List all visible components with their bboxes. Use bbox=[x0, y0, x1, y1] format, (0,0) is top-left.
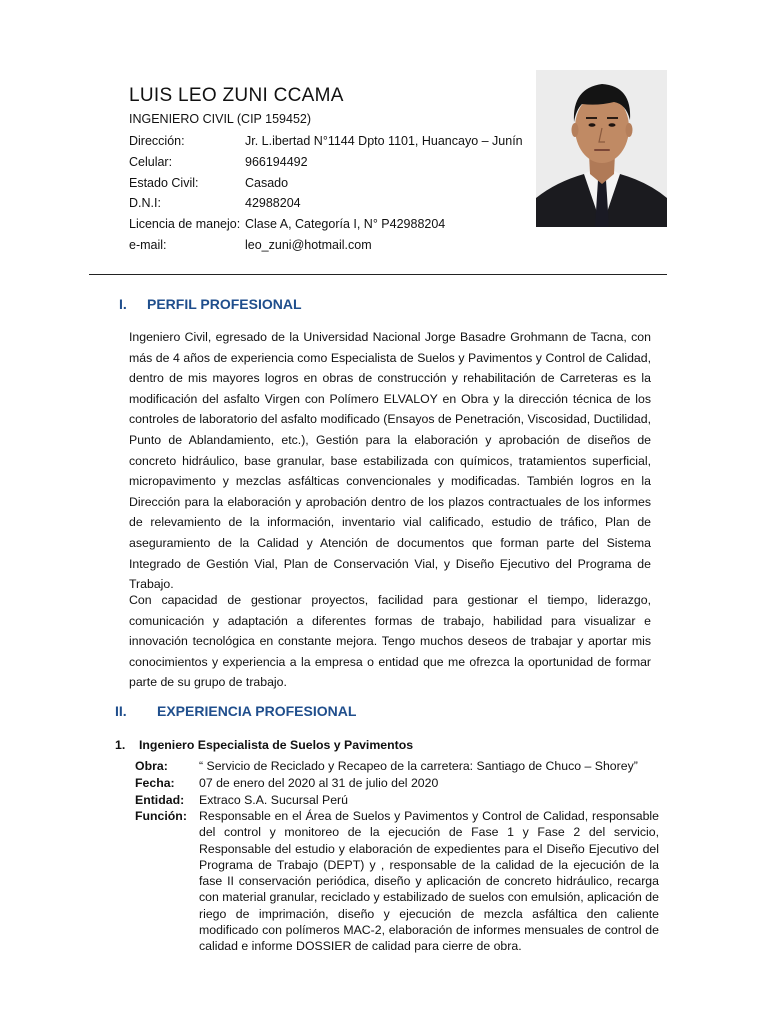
info-row-license bbox=[129, 216, 445, 233]
profile-paragraph: Con capacidad de gestionar proyectos, facilidad para gestionar el tiempo, liderazgo, comunicación y adaptación a diferentes formas de trabajo, habilidad para visualizar e innovación tecnológica en constante mejora. Tengo muchos deseos de trabajar y aportar mis conocimientos y experiencia a la empresa o entidad que me ofrezca la oportunidad de formar parte de su grupo de trabajo. bbox=[129, 593, 651, 690]
info-label: Celular: bbox=[129, 155, 173, 169]
info-label: D.N.I: bbox=[129, 196, 161, 210]
section-number: II. bbox=[115, 703, 127, 719]
portrait-illustration bbox=[536, 70, 667, 227]
info-label: Dirección: bbox=[129, 134, 185, 148]
section-heading-perfil bbox=[119, 296, 302, 312]
info-value: Clase A, Categoría I, N° P42988204 bbox=[245, 217, 446, 231]
info-row-dni bbox=[129, 195, 301, 212]
header-divider bbox=[89, 274, 667, 275]
info-row-civil-status bbox=[129, 175, 288, 192]
info-value: Jr. L.ibertad N°1144 Dpto 1101, Huancayo – Junín bbox=[245, 134, 523, 148]
info-label: e-mail: bbox=[129, 238, 167, 252]
section-title: PERFIL PROFESIONAL bbox=[147, 296, 302, 312]
field-value: Extraco S.A. Sucursal Perú bbox=[199, 793, 348, 807]
info-value: 966194492 bbox=[245, 155, 308, 169]
profession-line: INGENIERO CIVIL (CIP 159452) bbox=[129, 112, 312, 126]
section-number: I. bbox=[119, 296, 127, 312]
info-row-email bbox=[129, 237, 372, 254]
candidate-name: LUIS LEO ZUNI CCAMA bbox=[129, 85, 344, 106]
experience-item-title bbox=[115, 738, 413, 752]
info-label: Estado Civil: bbox=[129, 176, 199, 190]
info-row-address bbox=[129, 133, 523, 150]
field-value: “ Servicio de Reciclado y Recapeo de la carretera: Santiago de Chuco – Shorey” bbox=[199, 759, 638, 773]
section-heading-experiencia bbox=[115, 703, 356, 719]
info-value: 42988204 bbox=[245, 196, 301, 210]
field-label: Entidad: bbox=[135, 793, 185, 807]
field-label: Obra: bbox=[135, 759, 168, 773]
experience-item-number: 1. bbox=[115, 738, 126, 752]
field-label: Fecha: bbox=[135, 776, 175, 790]
field-value: 07 de enero del 2020 al 31 de julio del 2020 bbox=[199, 776, 439, 790]
field-value: Responsable en el Área de Suelos y Pavimentos y Control de Calidad, responsable del control y monitoreo de la ejecución de Fase 1 y Fase 2 del servicio, Responsable del estudio y elaboración de expedientes para el Diseño Ejecutivo del Programa de Trabajo (DEPT) y , responsable de la calidad de la ejecución de la fase II conservación periódica, diseño y aplicación de concreto hidráulico, recarga con material granular, reciclado y estabilizado de suelos con emulsión, aplicación de riego de imprimación, diseño y ejecución de mezcla asfáltica den caliente modificado con polímeros MAC-2, elaboración de informes mensuales de control de calidad e informe DOSSIER de calidad para cierre de obra. bbox=[199, 809, 659, 954]
info-value: leo_zuni@hotmail.com bbox=[245, 238, 372, 252]
experience-item-role: Ingeniero Especialista de Suelos y Pavimentos bbox=[139, 738, 414, 752]
info-label: Licencia de manejo: bbox=[129, 217, 241, 231]
profile-paragraph: Ingeniero Civil, egresado de la Universidad Nacional Jorge Basadre Grohmann de Tacna, con más de 4 años de experiencia como Especialista de Suelos y Pavimentos y Control de Calidad, dentro de mis mayores logros en obras de construcción y rehabilitación de Carreteras es la modificación del asfalto Virgen con Polímero ELVALOY en Obra y la dirección técnica de los controles de laboratorio del asfalto modificado (Ensayos de Penetración, Viscosidad, Ductilidad, Punto de Ablandamiento, etc.), Gestión para la elaboración y aprobación de diseños de concreto hidráulico, base granular, base estabilizada con químicos, tratamientos superficial, micropavimento y mezclas asfálticas convencionales y modificadas. También logros en la Dirección para la elaboración y aprobación dentro de los plazos contractuales de los informes de relevamiento de la información, inventario vial calificado, estudio de tráfico, Plan de aseguramiento de la Calidad y Atención de documentos que forman parte del Sistema Integrado de Gestión Vial, Plan de Conservación Vial, y Diseño Ejecutivo del Programa de Trabajo. bbox=[129, 330, 652, 592]
section-title: EXPERIENCIA PROFESIONAL bbox=[157, 703, 357, 719]
profile-photo bbox=[536, 70, 667, 227]
field-label: Función: bbox=[135, 809, 187, 823]
info-row-phone bbox=[129, 154, 308, 171]
info-value: Casado bbox=[245, 176, 289, 190]
